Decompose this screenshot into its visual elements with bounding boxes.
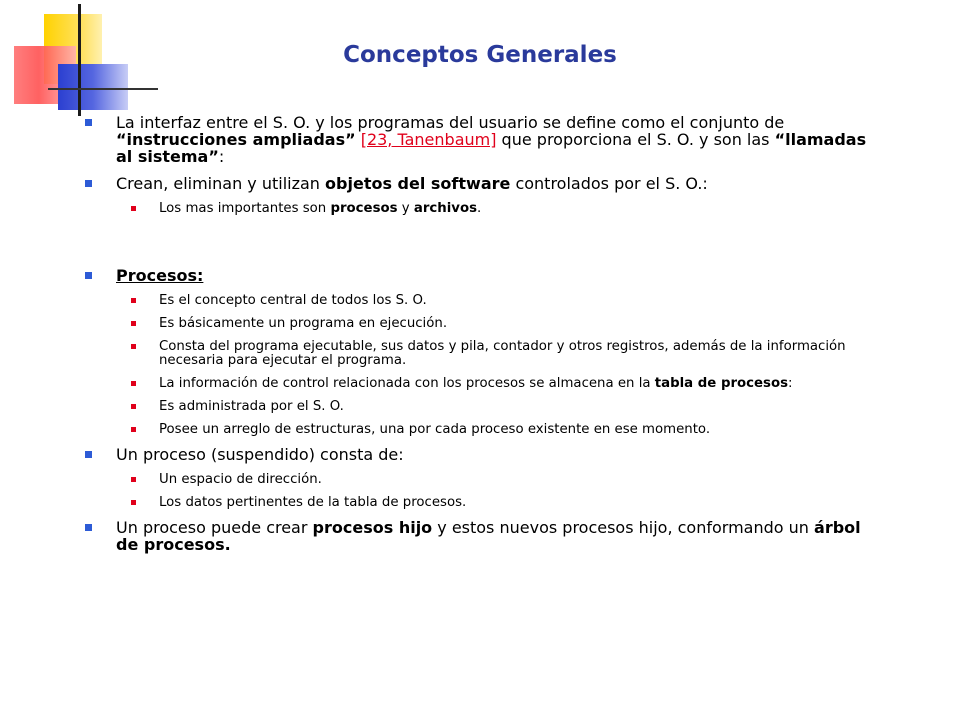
- bullet-text: .: [477, 201, 482, 216]
- bullet-text: y: [397, 201, 414, 216]
- bold-term: objetos del software: [325, 174, 511, 193]
- bold-term: árbol de procesos.: [116, 518, 861, 554]
- bullet-text: La información de control relacionada con los procesos se almacena en la: [159, 376, 655, 391]
- bullet-procesos-heading: [84, 267, 884, 284]
- bullet-text: :: [218, 147, 225, 166]
- bold-term: “instrucciones ampliadas”: [116, 130, 356, 149]
- bullet-text: Los mas importantes son: [159, 201, 331, 216]
- slide-title: Conceptos Generales: [343, 42, 617, 68]
- bullet-text: y estos nuevos procesos hijo, conformando un: [432, 518, 815, 537]
- bold-term: procesos: [330, 201, 398, 216]
- bold-term: procesos hijo: [312, 518, 433, 537]
- bullet-text: Un proceso puede crear: [116, 518, 313, 537]
- sub-bullet: Un espacio de dirección.: [84, 473, 884, 487]
- sub-bullet-importantes: [84, 202, 884, 216]
- bullet-text: La interfaz entre el S. O. y los programas del usuario se define como el conjunto de: [116, 113, 785, 132]
- decorative-blue-block: [58, 64, 128, 110]
- bullet-interfaz: [84, 114, 884, 165]
- bullet-text: :: [788, 376, 793, 391]
- spacer: [84, 225, 884, 267]
- decorative-horizontal-line: [48, 88, 158, 90]
- sub-bullet: Consta del programa ejecutable, sus datos y pila, contador y otros registros, además de la información necesaria para ejecutar el programa.: [84, 340, 884, 368]
- bold-term: “llamadas al sistema”: [116, 130, 867, 166]
- slide-content: [84, 114, 884, 563]
- sub-bullet: Es básicamente un programa en ejecución.: [84, 317, 884, 331]
- sub-bullet-tabla: [84, 377, 884, 391]
- section-heading: Procesos:: [116, 266, 204, 285]
- sub-bullet: Es el concepto central de todos los S. O.: [84, 294, 884, 308]
- sub-bullet: Posee un arreglo de estructuras, una por cada proceso existente en ese momento.: [84, 423, 884, 437]
- bullet-procesos-hijo: [84, 519, 884, 553]
- reference-link[interactable]: [23, Tanenbaum]: [360, 130, 497, 149]
- bullet-text: que proporciona el S. O. y son las: [496, 130, 775, 149]
- sub-bullet: Los datos pertinentes de la tabla de procesos.: [84, 496, 884, 510]
- bullet-text: controlados por el S. O.:: [510, 174, 708, 193]
- bullet-text: Crean, eliminan y utilizan: [116, 174, 326, 193]
- bullet-objetos: [84, 175, 884, 192]
- bullet-proceso-suspendido: Un proceso (suspendido) consta de:: [84, 446, 884, 463]
- bold-term: archivos: [413, 201, 478, 216]
- sub-bullet: Es administrada por el S. O.: [84, 400, 884, 414]
- bold-term: tabla de procesos: [654, 376, 789, 391]
